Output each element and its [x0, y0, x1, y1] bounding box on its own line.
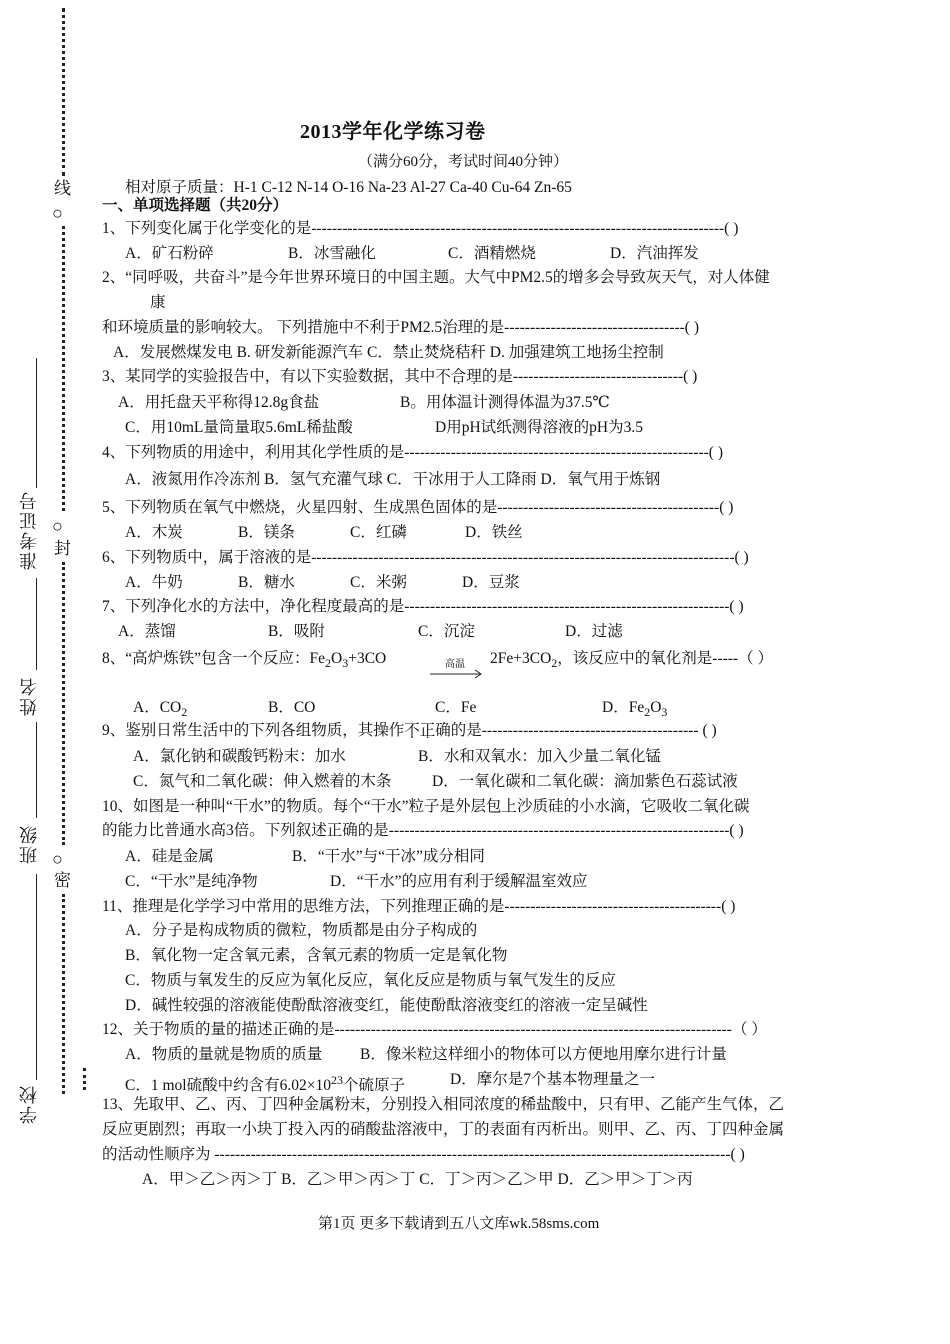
class-underline[interactable]: [36, 874, 37, 1080]
question-6-stem: 6、下列物质中，属于溶液的是----------------------------------------------------------------------------------( ): [102, 549, 749, 566]
question-13-stem: 13、先取甲、乙、丙、丁四种金属粉末，分别投入相同浓度的稀盐酸中，只有甲、乙能产生气体，乙: [102, 1096, 785, 1113]
q3-emphasis: 不: [435, 368, 451, 385]
q12-option-c: [125, 1070, 405, 1096]
binding-char-feng: 封: [54, 539, 71, 558]
q8-option-c: C．Fe: [435, 699, 477, 716]
q8-option-a: [133, 698, 187, 722]
q11-option-a: A．分子是构成物质的微粒，物质都是由分子构成的: [125, 922, 478, 939]
binding-dotted-line: [62, 894, 65, 1094]
q3-option-b: B。用体温计测得体温为37.5℃: [400, 394, 610, 411]
id-number-underline[interactable]: [36, 358, 37, 488]
binding-char-mi: 密: [54, 871, 71, 890]
q11-option-b: B．氧化物一定含氧元素，含氧元素的物质一定是氧化物: [125, 947, 508, 964]
q3-emphasis: 理: [466, 368, 482, 385]
q6-option-c: C．米粥: [350, 574, 407, 591]
q3-emphasis: 合: [450, 368, 467, 385]
q8-option-a-text: A．CO: [133, 699, 182, 716]
q8-subscript: 3: [342, 656, 349, 671]
q8-option-d-text: O: [650, 699, 662, 716]
q3-stem-post: 的是---------------------------------( ): [481, 368, 698, 385]
question-2-stem: 2、“同呼吸，共奋斗”是今年世界环境日的中国主题。大气中PM2.5的增多会导致灰天气，对人体健: [102, 269, 770, 286]
question-2-stem-end: 和环境质量的影响较大。 下列措施中不利于PM2.5治理的是-----------------------------------( ): [102, 319, 700, 336]
binding-char-xian: 线: [54, 179, 71, 198]
q12-option-c-text: 个硫原子: [342, 1077, 405, 1095]
q9-emphasis: 不: [404, 722, 420, 739]
q8-stem-part: 2Fe+3CO: [490, 650, 552, 667]
q9-option-d: D．一氧化碳和二氧化碳：滴加紫色石蕊试液: [432, 773, 738, 790]
q13-options: A．甲＞乙＞丙＞丁 B．乙＞甲＞丙＞丁 C．丁＞丙＞乙＞甲 D．乙＞甲＞丁＞丙: [142, 1171, 693, 1188]
reaction-condition: 高温: [445, 659, 465, 670]
q7-option-c: C．沉淀: [418, 623, 475, 640]
q9-stem-pre: 9、鉴别日常生活中的下列各组物质，其操作: [102, 722, 405, 739]
label-xingming: 姓名: [19, 676, 39, 716]
q5-option-b: B．镁条: [238, 524, 295, 541]
exam-subtitle: （满分60分，考试时间40分钟）: [358, 154, 569, 170]
page-title: 2013学年化学练习卷: [300, 121, 486, 143]
id-number-underline-2[interactable]: [36, 578, 37, 670]
q8-stem-part: 8、“高炉炼铁”包含一个反应：Fe: [102, 650, 326, 667]
q11-option-c: C．物质与氧发生的反应为氧化反应，氧化反应是物质与氧气发生的反应: [125, 972, 616, 989]
q1-option-b: B．冰雪融化: [288, 245, 376, 262]
q8-stem-part: +3CO: [348, 650, 387, 667]
label-zhunkaozheng: 准考证号: [19, 490, 39, 570]
q8-subscript: 2: [181, 705, 188, 720]
name-underline[interactable]: [36, 722, 37, 818]
q7-option-a: A．蒸馏: [118, 623, 176, 640]
q5-option-c: C．红磷: [350, 524, 407, 541]
binding-dotted-line-top: [62, 8, 65, 176]
q3-option-a: A．用托盘天平称得12.8g食盐: [118, 394, 320, 411]
q10-option-d: D．“干水”的应用有利于缓解温室效应: [330, 873, 588, 890]
q12-option-a: A．物质的量就是物质的质量: [125, 1046, 323, 1063]
q7-option-b: B．吸附: [268, 623, 325, 640]
question-11-stem: 11、推理是化学学习中常用的思维方法，下列推理正确的是------------------------------------------( ): [102, 898, 736, 915]
q3-stem-pre: 3、某同学的实验报告中，有以下实验数据，其中: [102, 368, 436, 385]
q12-option-c-text: C．1 mol硫酸中约含有6.02×10: [125, 1077, 331, 1095]
q8-subscript: 2: [644, 705, 651, 720]
q8-subscript: 3: [661, 705, 668, 720]
q9-option-c: C．氮气和二氧化碳：伸入燃着的木条: [133, 773, 392, 790]
q5-option-a: A．木炭: [125, 524, 183, 541]
q2-options: A．发展燃煤发电 B. 研发新能源汽车 C．禁止焚烧秸秆 D. 加强建筑工地扬尘控制: [113, 344, 664, 361]
q8-stem-part: ，该反应中的氧化剂是-----（ ）: [557, 650, 773, 667]
q8-subscript: 2: [325, 656, 332, 671]
q9-option-b: B．水和双氧水：加入少量二氧化锰: [418, 748, 661, 765]
q1-option-a: A．矿石粉碎: [125, 245, 214, 262]
question-10-stem: 10、如图是一种叫“干水”的物质。每个“干水”粒子是外层包上沙质硅的小水滴，它吸收二氧化碳: [102, 798, 750, 815]
q8-option-d: [602, 698, 667, 722]
q12-superscript: 23: [330, 1073, 343, 1087]
q8-option-d-text: D．Fe: [602, 699, 645, 716]
q7-option-d: D．过滤: [565, 623, 623, 640]
binding-circle: ○: [52, 203, 63, 223]
question-7-stem: 7、下列净化水的方法中，净化程度最高的是---------------------------------------------------------------( ): [102, 598, 744, 615]
q1-option-d: D．汽油挥发: [610, 245, 699, 262]
question-8-stem-cont: [490, 649, 773, 673]
q6-option-a: A．牛奶: [125, 574, 183, 591]
q8-option-b: B．CO: [268, 699, 316, 716]
question-13-stem-cont: 反应更剧烈；再取一小块丁投入丙的硝酸盐溶液中，丁的表面有丙析出。则甲、乙、丙、丁四种金属: [102, 1121, 785, 1138]
q5-option-d: D．铁丝: [465, 524, 523, 541]
reaction-arrow: [425, 652, 485, 682]
label-banji: 班级: [19, 824, 39, 864]
q12-option-b: B．像米粒这样细小的物体可以方便地用摩尔进行计量: [360, 1046, 727, 1063]
question-2-stem-cont: 康: [150, 294, 166, 311]
q4-options: A．液氮用作冷冻剂 B．氢气充灌气球 C．干冰用于人工降雨 D．氧气用于炼钢: [125, 471, 661, 488]
q9-stem-post: 确的是------------------------------------------ ( ): [435, 722, 717, 739]
q3-option-d: D用pH试纸测得溶液的pH为3.5: [435, 419, 643, 436]
q6-option-d: D．豆浆: [462, 574, 520, 591]
binding-dotted-line: [62, 562, 65, 845]
page-footer: 第1页 更多下载请到五八文库wk.58sms.com: [318, 1216, 600, 1232]
q1-option-c: C．酒精燃烧: [448, 245, 536, 262]
q9-option-a: A．氯化钠和碳酸钙粉末：加水: [133, 748, 346, 765]
question-5-stem: 5、下列物质在氧气中燃烧，火星四射、生成黑色固体的是-------------------------------------------( ): [102, 499, 734, 516]
q10-option-b: B．“干水”与“干冰”成分相同: [292, 848, 485, 865]
q6-option-b: B．糖水: [238, 574, 295, 591]
label-xuexiao: 学校: [19, 1084, 39, 1124]
question-10-stem-cont: 的能力比普通水高3倍。下列叙述正确的是------------------------------------------------------------------( ): [102, 822, 744, 839]
binding-circle: ○: [52, 849, 63, 869]
q11-option-d: D．碱性较强的溶液能使酚酞溶液变红，能使酚酞溶液变红的溶液一定呈碱性: [125, 997, 648, 1014]
q8-subscript: 2: [551, 656, 558, 671]
question-3-stem: [102, 367, 697, 387]
section-heading: 一、单项选择题（共20分）: [102, 197, 289, 214]
binding-dotted-line-short: [83, 1068, 86, 1090]
q3-option-c: C．用10mL量筒量取5.6mL稀盐酸: [125, 419, 353, 436]
q10-option-c: C．“干水”是纯净物: [125, 873, 258, 890]
question-9-stem: [102, 721, 717, 741]
question-4-stem: 4、下列物质的用途中，利用其化学性质的是-----------------------------------------------------------( ): [102, 444, 723, 461]
atomic-mass-line: 相对原子质量：H-1 C-12 N-14 O-16 Na-23 Al-27 Ca-40 Cu-64 Zn-65: [125, 179, 572, 196]
question-12-stem: 12、关于物质的量的描述正确的是-----------------------------------------------------------------------------（ ）: [102, 1021, 767, 1038]
binding-circle: ○: [52, 516, 63, 536]
question-8-stem: [102, 649, 386, 673]
q12-option-d: D．摩尔是7个基本物理量之一: [450, 1071, 655, 1088]
q10-option-a: A．硅是金属: [125, 848, 214, 865]
q9-emphasis: 正: [419, 722, 436, 739]
question-1-stem: 1、下列变化属于化学变化的是--------------------------------------------------------------------------------( ): [102, 220, 739, 237]
binding-dotted-line: [62, 226, 65, 511]
question-13-stem-end: 的活动性顺序为 ----------------------------------------------------------------------------------------------------( ): [102, 1146, 745, 1163]
q8-stem-part: O: [331, 650, 343, 667]
